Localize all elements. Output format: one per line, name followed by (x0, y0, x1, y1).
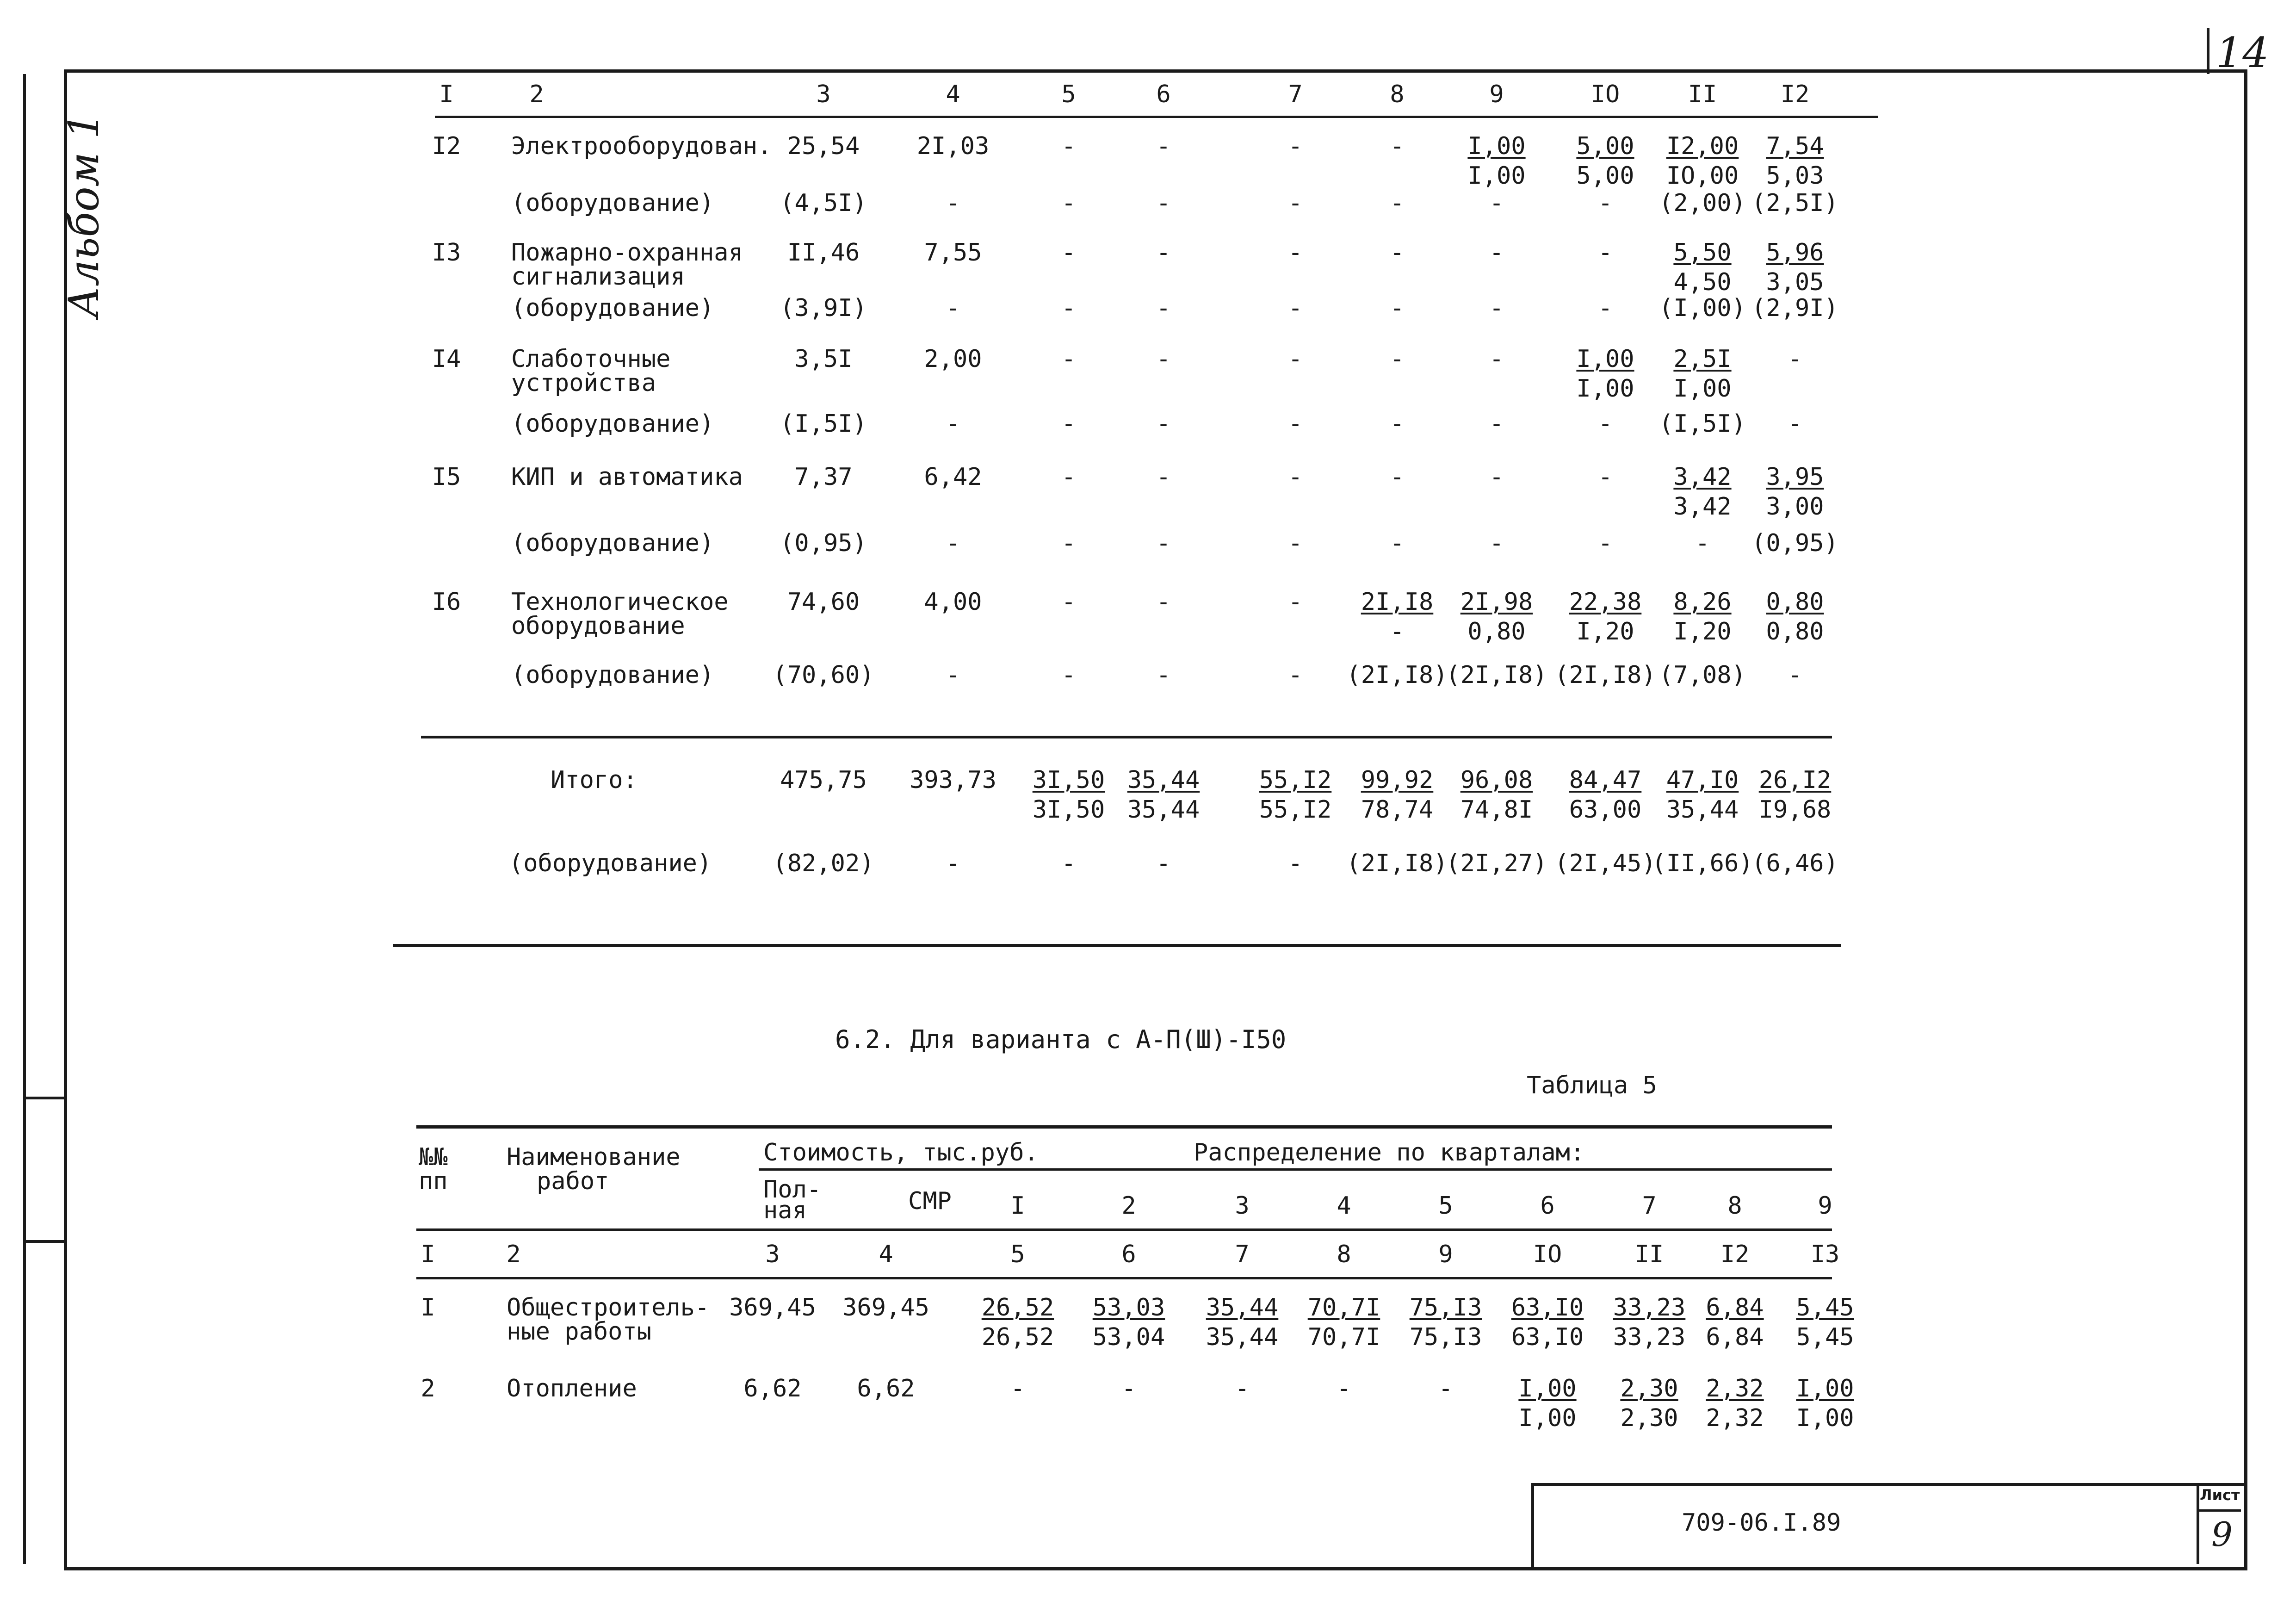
row-cell: - (1288, 132, 1303, 160)
row-name: КИП и автоматика (511, 463, 743, 491)
row-smr-cost: 369,45 (842, 1294, 929, 1321)
index-col: 8 (1337, 1241, 1351, 1268)
index-col: 7 (1235, 1241, 1250, 1268)
upper-header-rule (435, 116, 1878, 118)
total-cell-top: 55,I2 (1259, 766, 1332, 794)
equipment-cell: (2I,I8) (1346, 661, 1448, 689)
row-cell: 6,42 (924, 463, 982, 491)
row-quarter-top: 26,52 (981, 1294, 1054, 1321)
equipment-cell: (I,5I) (780, 410, 867, 438)
header-col-II: II (1688, 81, 1717, 108)
equipment-cell: - (1788, 661, 1802, 689)
equipment-cell: (0,95) (780, 529, 867, 557)
row-cell: - (1288, 463, 1303, 491)
index-col: II (1634, 1241, 1664, 1268)
total-equipment-cell: (2I,27) (1446, 850, 1547, 877)
total-cell-top: 35,44 (1127, 766, 1200, 794)
total-equipment-cell: - (1288, 850, 1303, 877)
row-cell-bottom: 3,00 (1766, 493, 1824, 521)
row-number: 2 (421, 1375, 435, 1402)
equipment-cell: (2,00) (1659, 189, 1746, 217)
margin-label: Альбом 1 (60, 112, 109, 318)
row-name: Пожарно-охранная (511, 239, 743, 267)
table-label: Таблица 5 (1527, 1072, 1657, 1099)
row-number: I6 (432, 588, 461, 616)
row-cell: - (1390, 132, 1405, 160)
equipment-cell: (0,95) (1751, 529, 1838, 557)
row-cell-top: 3,95 (1766, 463, 1824, 491)
index-col: 6 (1121, 1241, 1136, 1268)
header-quarter: 6 (1540, 1192, 1555, 1220)
row-name: Отопление (507, 1375, 637, 1402)
total-equipment-cell: - (1061, 850, 1076, 877)
total-cell-top: 96,08 (1460, 766, 1533, 794)
header-quarter: 3 (1235, 1192, 1250, 1220)
row-cell: 7,37 (794, 463, 853, 491)
row-cell-top: 2,5I (1673, 345, 1732, 373)
equipment-label: (оборудование) (511, 410, 714, 438)
equipment-cell: - (1288, 661, 1303, 689)
index-col: IO (1533, 1241, 1562, 1268)
row-cell-bottom: 0,80 (1467, 618, 1526, 645)
header-quarter: 4 (1337, 1192, 1351, 1220)
row-cell: 2,00 (924, 345, 982, 373)
total-cell-bottom: 74,8I (1460, 796, 1533, 824)
equipment-cell: - (1598, 529, 1613, 557)
equipment-cell: - (1156, 410, 1171, 438)
equipment-cell: - (1061, 410, 1076, 438)
equipment-cell: (I,5I) (1659, 410, 1746, 438)
row-cell-top: 3,42 (1673, 463, 1732, 491)
row-quarter-bottom: 6,84 (1706, 1323, 1764, 1351)
document-code: 709-06.I.89 (1682, 1509, 1841, 1537)
row-cell-top: I2,00 (1666, 132, 1739, 160)
row-cell: - (1598, 463, 1613, 491)
row-quarter-bottom: 70,7I (1307, 1323, 1380, 1351)
upper-bottom-rule (393, 944, 1841, 947)
row-cell: - (1788, 345, 1802, 373)
total-equipment-cell: - (1156, 850, 1171, 877)
header-col-6: 6 (1156, 81, 1171, 108)
header-no: пп (419, 1167, 448, 1195)
total-equipment-cell: (82,02) (773, 850, 874, 877)
equipment-label: (оборудование) (511, 661, 714, 689)
total-cell-top: 84,47 (1569, 766, 1642, 794)
total-cell-bottom: I9,68 (1758, 796, 1832, 824)
row-cell: - (1061, 345, 1076, 373)
row-number: I2 (432, 132, 461, 160)
row-name: Электрооборудован. (511, 132, 772, 160)
left-margin-line (23, 74, 26, 1564)
row-name: Общестроитель- (507, 1294, 710, 1321)
total-cell-bottom: 78,74 (1361, 796, 1434, 824)
row-cell-bottom: 4,50 (1673, 268, 1732, 296)
row-name: сигнализация (511, 263, 685, 291)
section-title: 6.2. Для варианта с А-П(Ш)-I50 (835, 1025, 1287, 1054)
row-cell-bottom: - (1390, 618, 1405, 645)
sheet-label: Лист (2200, 1486, 2240, 1504)
equipment-cell: - (1061, 189, 1076, 217)
equipment-cell: (70,60) (773, 661, 874, 689)
header-quarter: I (1010, 1192, 1025, 1220)
row-cell-bottom: I,20 (1673, 618, 1732, 645)
equipment-cell: (3,9I) (780, 294, 867, 322)
row-cell-bottom: 5,03 (1766, 162, 1824, 190)
lower-index-rule (416, 1277, 1832, 1279)
row-cell-top: 5,00 (1576, 132, 1634, 160)
row-number: I (421, 1294, 435, 1321)
equipment-cell: - (1598, 294, 1613, 322)
row-quarter-bottom: 63,I0 (1511, 1323, 1584, 1351)
total-equipment-cell: (2I,45) (1554, 850, 1656, 877)
equipment-cell: (2I,I8) (1446, 661, 1547, 689)
total-equipment-cell: (II,66) (1652, 850, 1753, 877)
row-cell-top: 0,80 (1766, 588, 1824, 616)
header-col-I: I (439, 81, 454, 108)
row-number: I4 (432, 345, 461, 373)
sheet-number: 9 (2211, 1515, 2233, 1554)
index-col: 9 (1438, 1241, 1453, 1268)
row-cell-top: 5,50 (1673, 239, 1732, 267)
equipment-label: (оборудование) (511, 189, 714, 217)
equipment-cell: - (946, 529, 960, 557)
header-full: Пол- (763, 1176, 822, 1204)
row-name: оборудование (511, 612, 685, 640)
row-cell-top: 5,96 (1766, 239, 1824, 267)
row-cell-bottom: 3,05 (1766, 268, 1824, 296)
total-cell-bottom: 35,44 (1127, 796, 1200, 824)
row-cell-top: 2I,98 (1460, 588, 1533, 616)
equipment-cell: - (946, 294, 960, 322)
header-cost: Стоимость, тыс.руб. (763, 1139, 1039, 1166)
row-quarter-bottom: I,00 (1796, 1404, 1854, 1432)
row-cell-bottom: I,20 (1576, 618, 1634, 645)
row-cell: - (1390, 463, 1405, 491)
row-quarter: - (1235, 1375, 1250, 1402)
total-label: Итого: (551, 766, 637, 794)
row-name: Технологическое (511, 588, 729, 616)
row-quarter-top: 33,23 (1613, 1294, 1686, 1321)
total-equipment-cell: - (946, 850, 960, 877)
total-cell-bottom: 35,44 (1666, 796, 1739, 824)
row-cell: - (1390, 239, 1405, 267)
row-quarter: - (1438, 1375, 1453, 1402)
row-cell: - (1288, 239, 1303, 267)
total-cell-bottom: 55,I2 (1259, 796, 1332, 824)
row-cell: - (1489, 463, 1504, 491)
equipment-cell: - (1489, 529, 1504, 557)
header-col-4: 4 (946, 81, 960, 108)
row-full-cost: 369,45 (729, 1294, 816, 1321)
total-cell-top: 47,I0 (1666, 766, 1739, 794)
total-cell-bottom: 63,00 (1569, 796, 1642, 824)
row-cell: 7,55 (924, 239, 982, 267)
corner-box-line (2207, 28, 2209, 74)
row-cell: - (1156, 588, 1171, 616)
row-cell-bottom: 5,00 (1576, 162, 1634, 190)
header-col-8: 8 (1390, 81, 1405, 108)
row-cell-top: 7,54 (1766, 132, 1824, 160)
frame-tick (23, 1240, 67, 1243)
row-cell: - (1061, 463, 1076, 491)
row-cell: - (1489, 239, 1504, 267)
row-quarter-bottom: 2,30 (1620, 1404, 1678, 1432)
row-cell-bottom: 0,80 (1766, 618, 1824, 645)
row-quarter-top: 63,I0 (1511, 1294, 1584, 1321)
equipment-cell: - (1061, 294, 1076, 322)
index-col: I (421, 1241, 435, 1268)
row-quarter-bottom: I,00 (1518, 1404, 1577, 1432)
equipment-cell: - (1288, 294, 1303, 322)
row-cell-bottom: 3,42 (1673, 493, 1732, 521)
row-name: устройства (511, 369, 656, 397)
equipment-cell: - (946, 189, 960, 217)
corner-number: 14 (2216, 29, 2269, 77)
equipment-cell: - (1061, 529, 1076, 557)
row-quarter-bottom: 33,23 (1613, 1323, 1686, 1351)
equipment-cell: - (1288, 410, 1303, 438)
header-col-7: 7 (1288, 81, 1303, 108)
row-cell: - (1061, 239, 1076, 267)
row-cell-top: 2I,I8 (1361, 588, 1434, 616)
header-smr: СМР (908, 1187, 952, 1215)
index-col: 3 (765, 1241, 780, 1268)
equipment-cell: (2,5I) (1751, 189, 1838, 217)
index-col: I2 (1720, 1241, 1750, 1268)
equipment-cell: - (1489, 189, 1504, 217)
equipment-cell: - (1156, 189, 1171, 217)
row-number: I5 (432, 463, 461, 491)
row-cell-top: I,00 (1576, 345, 1634, 373)
row-cell-bottom: I,00 (1467, 162, 1526, 190)
equipment-cell: - (1390, 189, 1405, 217)
equipment-cell: - (1156, 529, 1171, 557)
row-cell: - (1598, 239, 1613, 267)
row-cell: - (1061, 588, 1076, 616)
row-full-cost: 6,62 (743, 1375, 802, 1402)
lower-top-rule (416, 1125, 1832, 1129)
equipment-cell: - (1489, 410, 1504, 438)
header-name: работ (537, 1167, 609, 1195)
upper-total-rule (421, 736, 1832, 738)
total-cell-bottom: 3I,50 (1032, 796, 1105, 824)
row-cell: 3,5I (794, 345, 853, 373)
total-equipment-cell: (6,46) (1751, 850, 1838, 877)
header-col-9: 9 (1489, 81, 1504, 108)
equipment-cell: - (1598, 410, 1613, 438)
row-cell: - (1156, 345, 1171, 373)
total-cell-top: 99,92 (1361, 766, 1434, 794)
row-quarter-top: I,00 (1796, 1375, 1854, 1402)
header-quarter: 8 (1727, 1192, 1742, 1220)
index-col: 4 (879, 1241, 893, 1268)
header-col-I2: I2 (1780, 81, 1810, 108)
header-no: №№ (419, 1143, 448, 1171)
row-quarter-top: 2,30 (1620, 1375, 1678, 1402)
equipment-cell: - (946, 661, 960, 689)
row-quarter-bottom: 26,52 (981, 1323, 1054, 1351)
header-col-2: 2 (529, 81, 544, 108)
row-cell-bottom: IO,00 (1666, 162, 1739, 190)
sheet-box-divider (2197, 1509, 2241, 1512)
frame-tick (23, 1097, 67, 1099)
lower-subheader-rule (759, 1168, 1832, 1171)
row-quarter-top: 53,03 (1092, 1294, 1165, 1321)
header-name: Наименование (507, 1143, 681, 1171)
total-cell-top: 26,I2 (1758, 766, 1832, 794)
row-cell: 25,54 (787, 132, 860, 160)
row-quarter-top: 35,44 (1206, 1294, 1279, 1321)
row-quarter: - (1337, 1375, 1351, 1402)
row-cell-top: 22,38 (1569, 588, 1642, 616)
row-smr-cost: 6,62 (857, 1375, 915, 1402)
row-cell: 2I,03 (916, 132, 990, 160)
row-quarter: - (1121, 1375, 1136, 1402)
row-quarter-bottom: 5,45 (1796, 1323, 1854, 1351)
index-col: 2 (506, 1241, 521, 1268)
header-distribution: Распределение по кварталам: (1194, 1139, 1585, 1166)
title-block (1531, 1483, 2244, 1567)
row-cell: - (1061, 132, 1076, 160)
equipment-label: (оборудование) (511, 294, 714, 322)
row-quarter-bottom: 2,32 (1706, 1404, 1764, 1432)
equipment-cell: (2I,I8) (1554, 661, 1656, 689)
header-full: ная (763, 1197, 807, 1224)
row-cell: - (1288, 345, 1303, 373)
row-quarter-bottom: 53,04 (1092, 1323, 1165, 1351)
row-cell: 74,60 (787, 588, 860, 616)
row-quarter-bottom: 75,I3 (1409, 1323, 1482, 1351)
total-cell-top: 3I,50 (1032, 766, 1105, 794)
equipment-cell: - (1788, 410, 1802, 438)
header-col-IO: IO (1590, 81, 1620, 108)
equipment-cell: - (1288, 529, 1303, 557)
equipment-cell: - (1390, 294, 1405, 322)
equipment-cell: (4,5I) (780, 189, 867, 217)
total-cell: 475,75 (780, 766, 867, 794)
equipment-cell: - (1390, 410, 1405, 438)
header-quarter: 7 (1642, 1192, 1657, 1220)
row-cell-top: I,00 (1467, 132, 1526, 160)
row-quarter-bottom: 35,44 (1206, 1323, 1279, 1351)
equipment-label: (оборудование) (511, 529, 714, 557)
row-quarter-top: 70,7I (1307, 1294, 1380, 1321)
row-quarter-top: 5,45 (1796, 1294, 1854, 1321)
equipment-cell: (2,9I) (1751, 294, 1838, 322)
equipment-cell: - (1695, 529, 1710, 557)
row-cell: - (1489, 345, 1504, 373)
equipment-cell: (7,08) (1659, 661, 1746, 689)
total-equipment-cell: (2I,I8) (1346, 850, 1448, 877)
row-cell-bottom: I,00 (1673, 375, 1732, 403)
equipment-cell: - (1390, 529, 1405, 557)
index-col: 5 (1010, 1241, 1025, 1268)
row-cell: 4,00 (924, 588, 982, 616)
row-cell: II,46 (787, 239, 860, 267)
row-cell: - (1156, 463, 1171, 491)
equipment-cell: - (1061, 661, 1076, 689)
equipment-cell: - (946, 410, 960, 438)
equipment-cell: - (1156, 294, 1171, 322)
row-quarter-top: I,00 (1518, 1375, 1577, 1402)
row-name: Слаботочные (511, 345, 671, 373)
header-col-5: 5 (1061, 81, 1076, 108)
total-cell: 393,73 (910, 766, 996, 794)
row-name: ные работы (507, 1318, 652, 1346)
equipment-cell: - (1489, 294, 1504, 322)
row-cell-top: 8,26 (1673, 588, 1732, 616)
total-equipment-label: (оборудование) (509, 850, 712, 877)
row-cell: - (1156, 132, 1171, 160)
equipment-cell: - (1288, 189, 1303, 217)
row-cell: - (1288, 588, 1303, 616)
row-cell-bottom: I,00 (1576, 375, 1634, 403)
row-quarter-top: 75,I3 (1409, 1294, 1482, 1321)
header-quarter: 2 (1121, 1192, 1136, 1220)
row-cell: - (1390, 345, 1405, 373)
index-col: I3 (1810, 1241, 1840, 1268)
header-col-3: 3 (816, 81, 831, 108)
row-cell: - (1156, 239, 1171, 267)
header-quarter: 5 (1438, 1192, 1453, 1220)
equipment-cell: - (1156, 661, 1171, 689)
row-quarter-top: 6,84 (1706, 1294, 1764, 1321)
header-quarter: 9 (1818, 1192, 1832, 1220)
equipment-cell: - (1598, 189, 1613, 217)
equipment-cell: (I,00) (1659, 294, 1746, 322)
row-number: I3 (432, 239, 461, 267)
row-quarter-top: 2,32 (1706, 1375, 1764, 1402)
lower-header-rule (416, 1228, 1832, 1231)
row-quarter: - (1010, 1375, 1025, 1402)
